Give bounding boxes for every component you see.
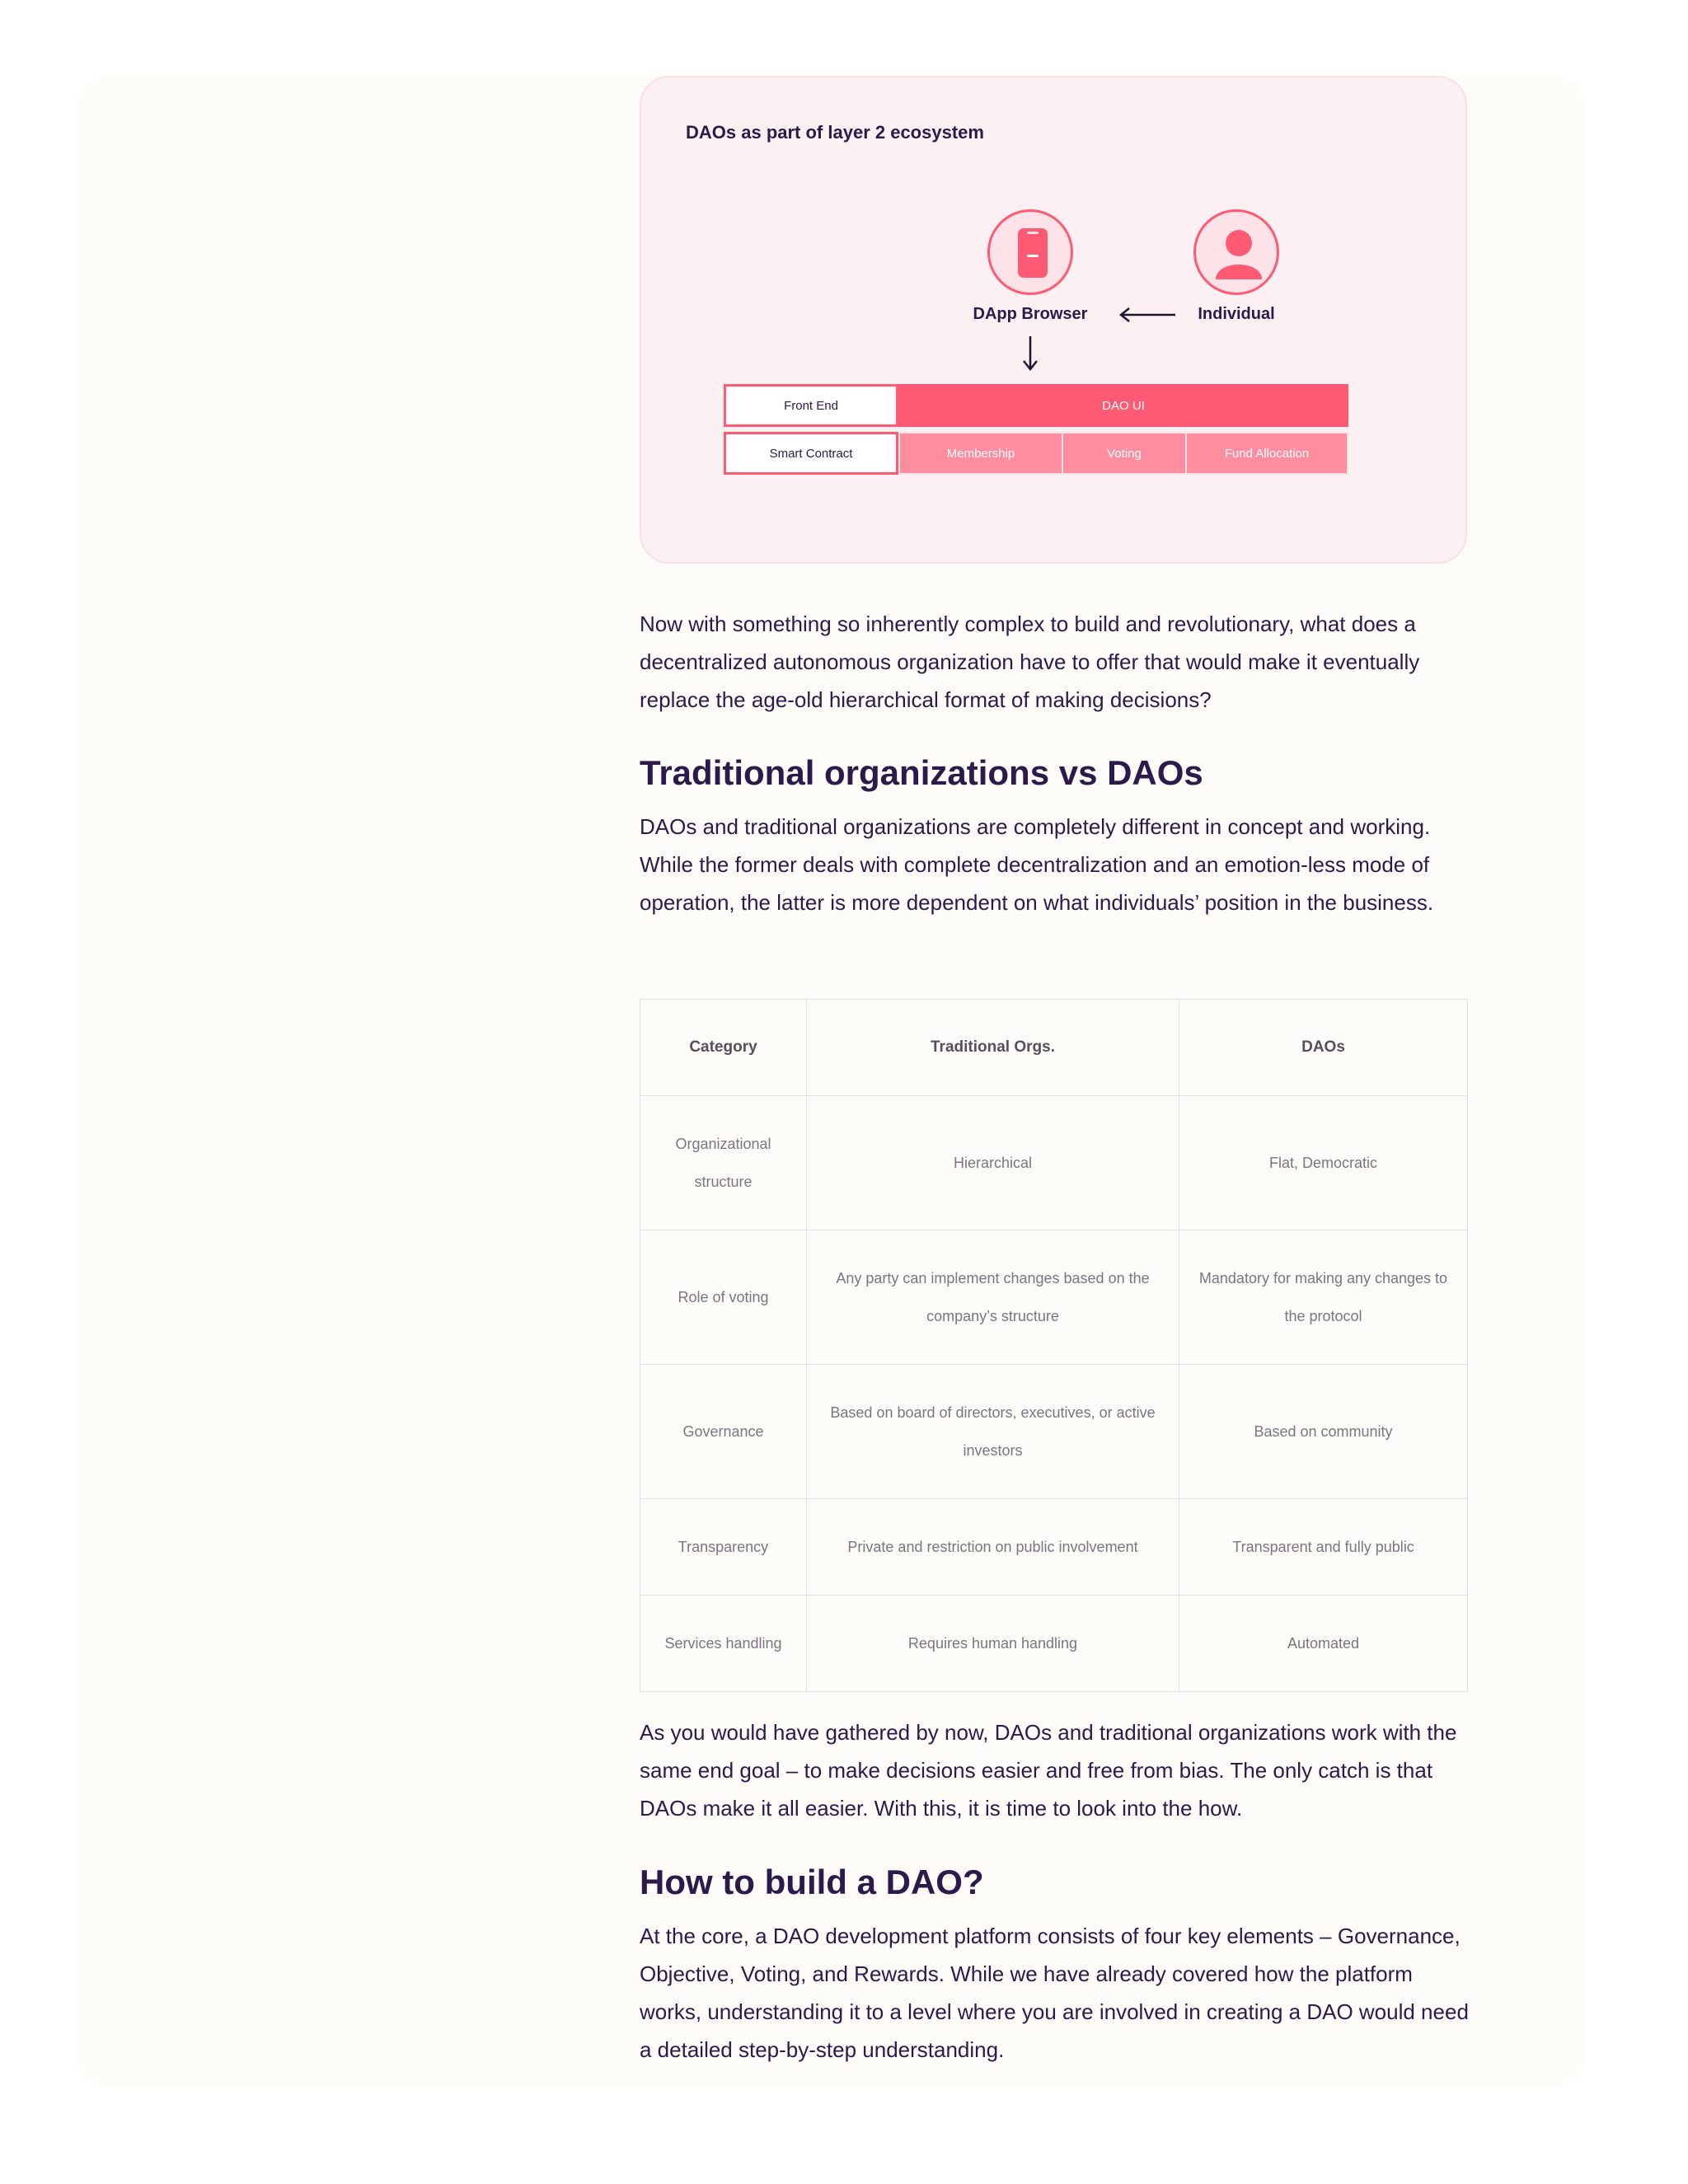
section-paragraph-traditional-vs-daos: DAOs and traditional organizations are completely different in concept and working. While the former deals with complete decentralization and an emotion-less mode of operation, the latter is more dependent on what individuals’ position in the business. <box>640 814 1434 915</box>
person-icon <box>1196 212 1282 298</box>
table-cell: Role of voting <box>640 1230 807 1365</box>
table-cell: Services handling <box>640 1596 807 1692</box>
individual-label: Individual <box>1198 305 1275 323</box>
table-cell: Flat, Democratic <box>1179 1096 1468 1230</box>
table-cell: Any party can implement changes based on the company’s structure <box>807 1230 1179 1365</box>
table-row <box>640 1230 1468 1365</box>
arrow-left-icon <box>1118 305 1177 325</box>
table-cell: Automated <box>1179 1596 1468 1692</box>
section-paragraph-how-to-build: At the core, a DAO development platform consists of four key elements – Governance, Objective, Voting, and Rewards. While we have already covered how the platform works, understanding it to a level where you are involved in creating a DAO would need a detailed step-by-step understanding. <box>640 1924 1469 2062</box>
phone-icon <box>990 212 1076 298</box>
table-row <box>640 1596 1468 1692</box>
table-cell: Based on community <box>1179 1365 1468 1499</box>
table-cell: Organizational structure <box>640 1096 807 1230</box>
diagram-card <box>640 76 1467 564</box>
fund-allocation-box: Fund Allocation <box>1185 432 1348 475</box>
table-row <box>640 1096 1468 1230</box>
section-heading-traditional-vs-daos: Traditional organizations vs DAOs <box>640 753 1203 792</box>
header-category: Category <box>640 1000 807 1096</box>
table-cell: Transparent and fully public <box>1179 1499 1468 1596</box>
voting-box: Voting <box>1062 432 1187 475</box>
comparison-table <box>640 999 1468 1692</box>
table-row <box>640 1499 1468 1596</box>
table-cell: Based on board of directors, executives, or active investors <box>807 1365 1179 1499</box>
individual-node <box>1193 209 1279 295</box>
table-cell: Requires human handling <box>807 1596 1179 1692</box>
after-table-paragraph: As you would have gathered by now, DAOs and traditional organizations work with the same end goal – to make decisions easier and free from bias. The only catch is that DAOs make it all easier. With this, it is time to look into the how. <box>640 1720 1457 1821</box>
table-cell: Hierarchical <box>807 1096 1179 1230</box>
front-end-box: Front End <box>724 384 898 427</box>
dapp-browser-node <box>987 209 1073 295</box>
table-cell: Governance <box>640 1365 807 1499</box>
table-header-row <box>640 1000 1468 1096</box>
header-traditional-orgs: Traditional Orgs. <box>807 1000 1179 1096</box>
table-cell: Private and restriction on public involvement <box>807 1499 1179 1596</box>
arrow-down-icon <box>1020 335 1040 373</box>
dao-ui-box: DAO UI <box>898 384 1348 427</box>
dapp-browser-label: DApp Browser <box>973 305 1088 323</box>
diagram-title: DAOs as part of layer 2 ecosystem <box>686 122 984 143</box>
table-cell: Transparency <box>640 1499 807 1596</box>
table-row <box>640 1365 1468 1499</box>
smart-contract-box: Smart Contract <box>724 432 898 475</box>
header-daos: DAOs <box>1179 1000 1468 1096</box>
section-heading-how-to-build: How to build a DAO? <box>640 1863 984 1901</box>
table-cell: Mandatory for making any changes to the protocol <box>1179 1230 1468 1365</box>
intro-paragraph: Now with something so inherently complex to build and revolutionary, what does a decentralized autonomous organization have to offer that would make it eventually replace the age-old hierarchical format of making decisions? <box>640 612 1420 712</box>
membership-box: Membership <box>898 432 1063 475</box>
